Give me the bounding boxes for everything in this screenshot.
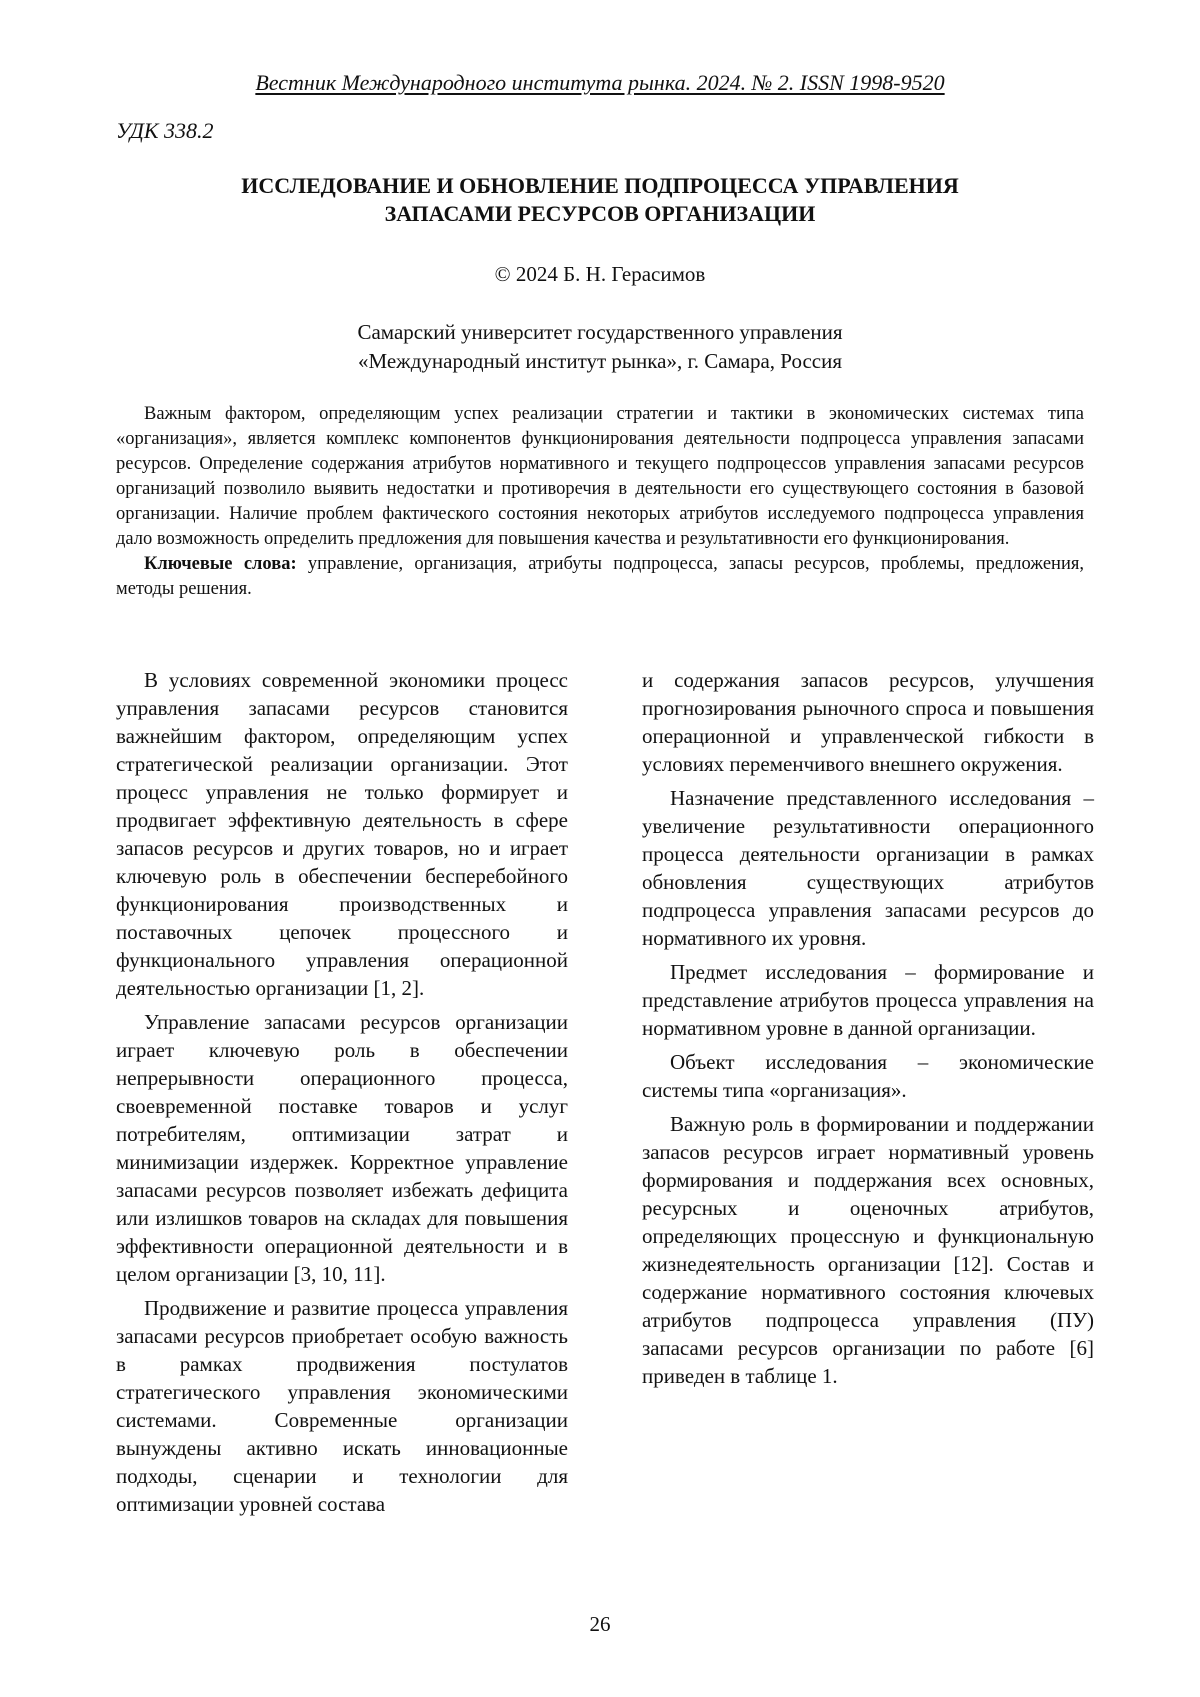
- udk-code: УДК 338.2: [116, 118, 214, 143]
- left-column: [116, 666, 568, 1524]
- body-paragraph: В условиях современной экономики процесс управления запасами ресурсов становится важнейшим фактором, определяющим успех стратегической реализации организации. Этот процесс управления не только формирует и продвигает эффективную деятельность в сфере запасов ресурсов и других товаров, но и играет ключевую роль в обеспечении бесперебойного функционирования производственных и поставочных цепочек процессного и функционального управления операционной деятельностью организации [1, 2].: [116, 668, 568, 1000]
- journal-header: Вестник Международного института рынка. 2024. № 2. ISSN 1998-9520: [255, 70, 945, 95]
- page-number: 26: [589, 1612, 611, 1636]
- author: © 2024 Б. Н. Герасимов: [494, 262, 706, 286]
- body-columns: [116, 666, 1094, 1524]
- keywords-label: Ключевые слова:: [144, 554, 297, 574]
- abstract: [116, 402, 1084, 602]
- body-paragraph: Назначение представленного исследования – увеличение результативности операционного процесса деятельности организации в рамках обновления существующих атрибутов подпроцесса управления запасами ресурсов до нормативного их уровня.: [642, 786, 1094, 950]
- body-paragraph: Управление запасами ресурсов организации играет ключевую роль в обеспечении непрерывности операционного процесса, своевременной поставке товаров и услуг потребителям, оптимизации затрат и минимизации издержек. Корректное управление запасами ресурсов позволяет избежать дефицита или излишков товаров на складах для повышения эффективности операционной деятельности и в целом организации [3, 10, 11].: [116, 1010, 568, 1286]
- abstract-text: Важным фактором, определяющим успех реализации стратегии и тактики в экономических системах типа «организация», является комплекс компонентов функционирования деятельности подпроцесса управления запасами ресурсов. Определение содержания атрибутов нормативного и текущего подпроцессов управления запасами ресурсов организаций позволило выявить недостатки и противоречия в деятельности его существующего состояния в базовой организации. Наличие проблем фактического состояния некоторых атрибутов исследуемого подпроцесса управления дало возможность определить предложения для повышения качества и результативности его функционирования.: [116, 404, 1084, 549]
- body-paragraph: Продвижение и развитие процесса управления запасами ресурсов приобретает особую важность в рамках продвижения постулатов стратегического управления экономическими системами. Современные организации вынуждены активно искать инновационные подходы, сценарии и технологии для оптимизации уровней состава: [116, 1296, 568, 1516]
- affiliation-line-1: Самарский университет государственного управления: [357, 320, 843, 344]
- affiliation: [150, 318, 1050, 376]
- body-paragraph: Важную роль в формировании и поддержании запасов ресурсов играет нормативный уровень формирования и поддержания всех основных, ресурсных и оценочных атрибутов, определяющих процессную и функциональную жизнедеятельность организации [12]. Состав и содержание нормативного состояния ключевых атрибутов подпроцесса управления (ПУ) запасами ресурсов организации по работе [6] приведен в таблице 1.: [642, 1112, 1094, 1388]
- title-line-1: ИССЛЕДОВАНИЕ И ОБНОВЛЕНИЕ ПОДПРОЦЕССА УПРАВЛЕНИЯ: [241, 173, 959, 198]
- body-paragraph: Объект исследования – экономические системы типа «организация».: [642, 1050, 1094, 1102]
- keywords: [116, 552, 1084, 602]
- right-column: [642, 666, 1094, 1524]
- body-paragraph: Предмет исследования – формирование и представление атрибутов процесса управления на нормативном уровне в данной организации.: [642, 960, 1094, 1040]
- keywords-text: управление, организация, атрибуты подпроцесса, запасы ресурсов, проблемы, предложения, методы решения.: [116, 554, 1084, 599]
- article-title: [150, 172, 1050, 228]
- title-line-2: ЗАПАСАМИ РЕСУРСОВ ОРГАНИЗАЦИИ: [384, 201, 816, 226]
- affiliation-line-2: «Международный институт рынка», г. Самара, Россия: [357, 349, 843, 373]
- body-paragraph-continuation: и содержания запасов ресурсов, улучшения прогнозирования рыночного спроса и повышения операционной и управленческой гибкости в условиях переменчивого внешнего окружения.: [642, 668, 1094, 776]
